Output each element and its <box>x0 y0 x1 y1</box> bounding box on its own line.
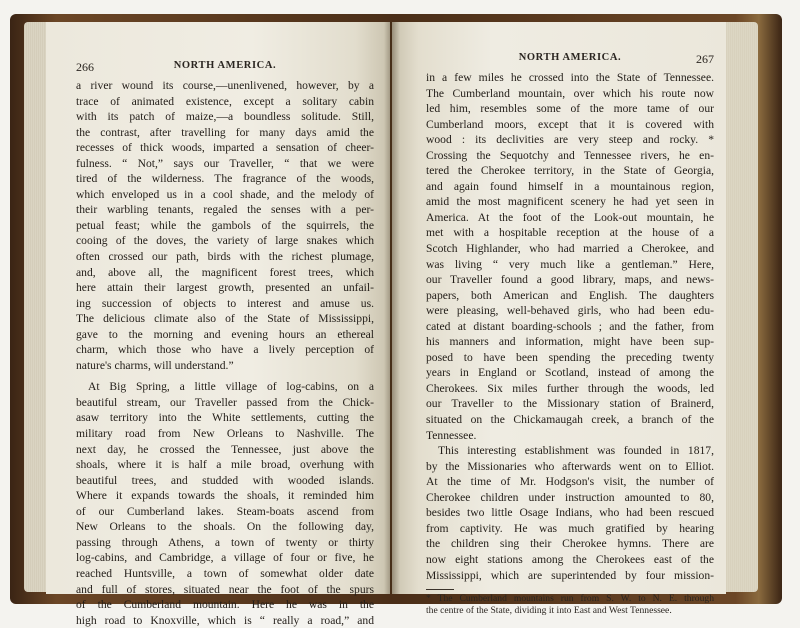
text-line: which enveloped us in a cool shade, and the melody of <box>76 187 374 201</box>
text-line: charm, which those who have a lively perception of <box>76 343 374 357</box>
text-line: and full of stores, situated near the foot of the spurs <box>76 582 374 596</box>
text-line: fulness. “ Not,” says our Traveller, “ that we were <box>76 156 374 170</box>
text-line: now eight stations among the Cherokees east of the <box>426 552 714 566</box>
text-line: At Big Spring, a little village of log-cabins, on a <box>88 380 374 394</box>
right-running-head: NORTH AMERICA. <box>518 52 622 63</box>
left-page-text <box>76 78 374 628</box>
text-line: military road from New Orleans to Nashville. The <box>76 427 374 441</box>
text-line: Cherokee children under instruction amounted to 80, <box>426 490 714 504</box>
text-line: passing through Athens, a town of twenty or thirty <box>76 535 374 549</box>
text-line: papers, both American and English. The daughters <box>426 288 714 302</box>
left-page-number: 266 <box>76 60 94 74</box>
text-line: Mississippi, which are superintended by four mission- <box>426 568 714 582</box>
text-line: was living “ very much like a gentleman.” Here, <box>426 257 714 271</box>
text-line: in a few miles he crossed into the State of Tennessee. <box>426 71 714 84</box>
footnote <box>426 593 714 617</box>
text-line: cated at distant boarding-schools ; and the father, from <box>426 319 714 333</box>
text-line: our Traveller found a good library, maps, and news- <box>426 273 714 287</box>
text-line: tered the Cherokee territory, in the State of Georgia, <box>426 164 714 178</box>
text-line: petual feast; while the gambols of the squirrels, the <box>76 218 374 232</box>
text-line: Tennessee. <box>426 428 477 442</box>
text-line: ing succession of objects to interest and amuse us. <box>76 296 374 310</box>
right-page-header <box>426 52 714 68</box>
text-line: high road to Knoxville, which is “ really a road,” and <box>76 613 374 627</box>
text-line: besides two little Osage Indians, who had been rescued <box>426 506 714 520</box>
right-page <box>392 22 726 617</box>
right-page-text <box>426 70 714 583</box>
text-line: and, above all, the magnificent forest trees, which <box>76 265 374 279</box>
text-line: of our Cumberland lakes. Steam-boats ascend from <box>76 504 374 518</box>
text-line: of the Cumberland mountain. Here he was in the <box>76 598 374 612</box>
text-line: led him, resembles some of the more tame of our <box>426 102 714 116</box>
text-line: often crossed our path, birds with the richest plumage, <box>76 250 374 264</box>
text-line: from captivity. He was much gratified by hearing <box>426 521 714 535</box>
text-line: America. At the foot of the Look-out mountain, he <box>426 210 714 224</box>
text-line: beautiful trees, and studded with wooded islands. <box>76 473 374 487</box>
text-line: the contrast, after travelling for many days amid the <box>76 125 374 139</box>
text-line: next day, he crossed the Tennessee, just above the <box>76 442 374 456</box>
left-page <box>46 22 390 627</box>
text-line: At the time of Mr. Hodgson's visit, the number of <box>426 475 714 489</box>
text-line: wood : its declivities are very steep and rocky. * <box>426 133 714 147</box>
right-page-edges <box>724 22 758 592</box>
text-line: asaw territory into the White settlements, cutting the <box>76 411 374 425</box>
text-line: reached Huntsville, a town of somewhat older date <box>76 566 374 580</box>
text-line: here attain their largest growth, presented an unfail- <box>76 281 374 295</box>
text-line: Crossing the Sequotchy and Tennessee rivers, he en- <box>426 148 714 162</box>
text-line: tired of the wilderness. The fragrance of the woods, <box>76 172 374 186</box>
text-line: Where it expands towards the shoals, it reminded him <box>76 489 374 503</box>
text-line: met with a hospitable reception at the house of a <box>426 226 714 240</box>
text-line: shoals, where it is half a mile broad, overhung with <box>76 458 374 472</box>
text-line: a river wound its course,—unenlivened, however, by a <box>76 79 374 92</box>
text-line: years in England or Scotland, instead of among the <box>426 366 714 380</box>
text-line: trace of animated existence, except a solitary cabin <box>76 94 374 108</box>
text-line: situated on the Chickamaugah creek, a branch of the <box>426 413 714 427</box>
text-line: beautiful stream, our Traveller passed from the Chick- <box>76 395 374 409</box>
text-line: amid the most magnificent scenery he had yet seen in <box>426 195 714 209</box>
text-line: cooing of the doves, the variety of large snakes which <box>76 234 374 248</box>
text-line: were pleasing, well-behaved girls, who had been edu- <box>426 304 714 318</box>
book-gutter <box>384 22 400 594</box>
text-line: Cumberland moors, except that it is covered with <box>426 117 714 131</box>
text-line: by the Missionaries who afterwards went on to Elliot. <box>426 459 714 473</box>
text-line: posed to have been spending the preceding twenty <box>426 350 714 364</box>
text-line: recesses of thick woods, imparted a sensation of cheer- <box>76 141 374 155</box>
footnote-line: * The Cumberland mountains run from S. W. to N. E. through <box>426 593 714 605</box>
text-line: New Orleans to the shoals. On the following day, <box>76 520 374 534</box>
text-line: the children sing their Cherokee hymns. There are <box>426 537 714 551</box>
text-line: Scotch Highlander, who had married a Cherokee, and <box>426 242 714 256</box>
text-line: our Traveller to the Missionary station of Brainerd, <box>426 397 714 411</box>
text-line: nature's charms, will understand.” <box>76 358 234 372</box>
text-line: The Cumberland mountain, over which his route now <box>426 86 714 100</box>
text-line: gave to the morning and evening hours an ethereal <box>76 327 374 341</box>
left-page-header <box>76 60 374 76</box>
text-line: log-cabins, and Cambridge, a village of four or five, he <box>76 551 374 565</box>
footnote-rule <box>426 589 454 590</box>
left-running-head: NORTH AMERICA. <box>173 60 277 71</box>
text-line: with its patch of maize,—a boundless solitude. Still, <box>76 110 374 124</box>
text-line: his manners and information, might have been sup- <box>426 335 714 349</box>
text-line: This interesting establishment was founded in 1817, <box>438 444 714 458</box>
text-line: Cherokees. Six miles further through the woods, led <box>426 381 714 395</box>
right-page-number: 267 <box>696 52 714 66</box>
text-line: and again found himself in a mountainous region, <box>426 179 714 193</box>
text-line: The delicious climate also of the State of Mississippi, <box>76 312 374 326</box>
text-line: their warbling tenants, regaled the senses with a per- <box>76 203 374 217</box>
footnote-line: the centre of the State, dividing it into East and West Tennessee. <box>426 605 672 617</box>
